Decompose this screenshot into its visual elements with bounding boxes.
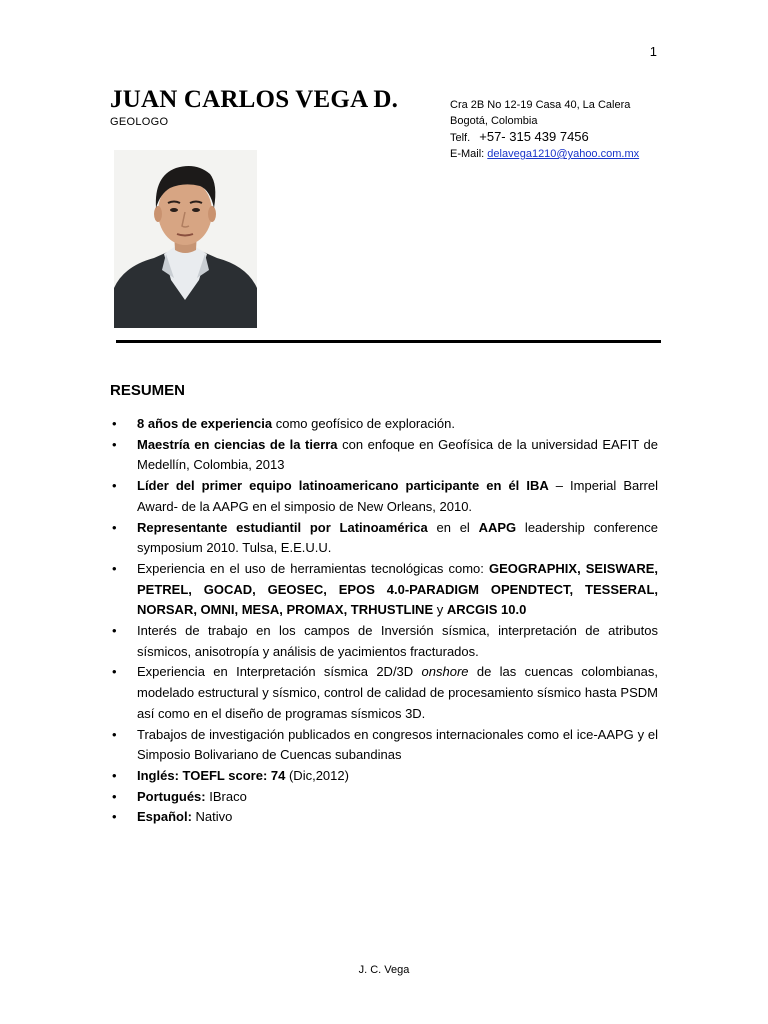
summary-item [110,476,658,517]
summary-item [110,807,658,828]
summary-item-text: – Imperial Barrel Award- de la AAPG en el simposio de New Orleans, 2010. [137,478,658,514]
summary-item-text: Nativo [191,809,233,825]
bullet-icon: • [112,664,117,680]
summary-item [110,559,658,621]
summary-item-text: Español: [137,809,192,825]
summary-item-text: Trabajos de investigación publicados en congresos internacionales como el ice-AAPG y el Simposio Bolivariano de Cuencas subandinas [137,726,658,763]
summary-item-text: IBraco [205,788,247,804]
summary-item-text: Experiencia en el uso de herramientas tecnológicas como: [137,560,489,576]
summary-item-text: de las cuencas colombianas, modelado estructural y sísmico, control de calidad de procesamiento sísmico hasta PSDM así como en el diseño de programas sísmicos 3D. [137,664,658,721]
bullet-icon: • [112,788,117,804]
summary-item-text: leadership conference symposium 2010. Tulsa, E.E.U.U. [137,519,658,556]
email-line [450,146,639,162]
page-footer: J. C. Vega [358,964,410,976]
bullet-icon: • [112,809,117,825]
summary-item-text: en el [427,519,479,535]
summary-item-text: AAPG [478,519,517,535]
bullet-icon: • [112,767,117,783]
phone-label: Telf. [450,132,471,144]
summary-item [110,435,658,476]
summary-item [110,662,658,724]
email-link[interactable]: delavega1210@yahoo.com.mx [487,148,640,160]
summary-item [110,787,658,808]
summary-item [110,766,658,787]
header-divider [116,340,661,343]
city-line: Bogotá, Colombia [450,115,538,127]
page-number: 1 [649,44,657,59]
summary-item-text: Interés de trabajo en los campos de Inversión sísmica, interpretación de atributos sísmicos, anisotropía y análisis de yacimientos fracturados. [137,623,658,659]
summary-item-text: 8 años de experiencia [137,416,273,431]
summary-item [110,414,658,435]
bullet-icon: • [112,416,117,431]
summary-item [110,621,658,662]
summary-item-text: Inglés: TOEFL score: 74 [137,767,286,783]
bullet-icon: • [112,560,117,576]
summary-item [110,518,658,559]
summary-item-text: ARCGIS 10.0 [446,602,527,618]
bullet-icon: • [112,623,117,639]
summary-list [110,414,658,828]
candidate-name: JUAN CARLOS VEGA D. [110,86,399,113]
summary-item-text: Representante estudiantil por Latinoamérica [137,519,428,535]
phone-line [450,129,639,146]
bullet-icon: • [112,436,117,452]
summary-item-text: y [433,602,447,618]
profile-photo-image [114,150,257,328]
summary-item-text: (Dic,2012) [285,767,349,783]
profile-photo [114,150,257,328]
bullet-icon: • [112,478,117,494]
address-line: Cra 2B No 12-19 Casa 40, La Calera [450,99,631,111]
contact-block [450,97,639,162]
bullet-icon: • [112,519,117,535]
summary-item-text: Experiencia en Interpretación sísmica 2D/3D [137,664,422,680]
summary-item-text: como geofísico de exploración. [272,416,455,431]
phone-number: +57- 315 439 7456 [479,129,589,144]
summary-item-text: Maestría en ciencias de la tierra [137,436,338,452]
summary-item-text: onshore [421,664,469,680]
summary-item-text: Líder del primer equipo latinoamericano participante en él IBA [137,478,549,494]
summary-item-text: Portugués: [137,788,206,804]
summary-item [110,725,658,766]
section-title-resumen: RESUMEN [110,382,186,399]
email-label: E-Mail: [450,148,485,160]
summary-item-text: GEOGRAPHIX, SEISWARE, PETREL, GOCAD, GEOSEC, EPOS 4.0-PARADIGM OPENDTECT, TESSERAL, NORSAR, OMNI, MESA, PROMAX, TRHUSTLINE [137,560,658,618]
bullet-icon: • [112,726,117,742]
summary-item-text: con enfoque en Geofísica de la universidad EAFIT de Medellín, Colombia, 2013 [137,436,658,473]
candidate-profession: GEOLOGO [110,116,169,128]
